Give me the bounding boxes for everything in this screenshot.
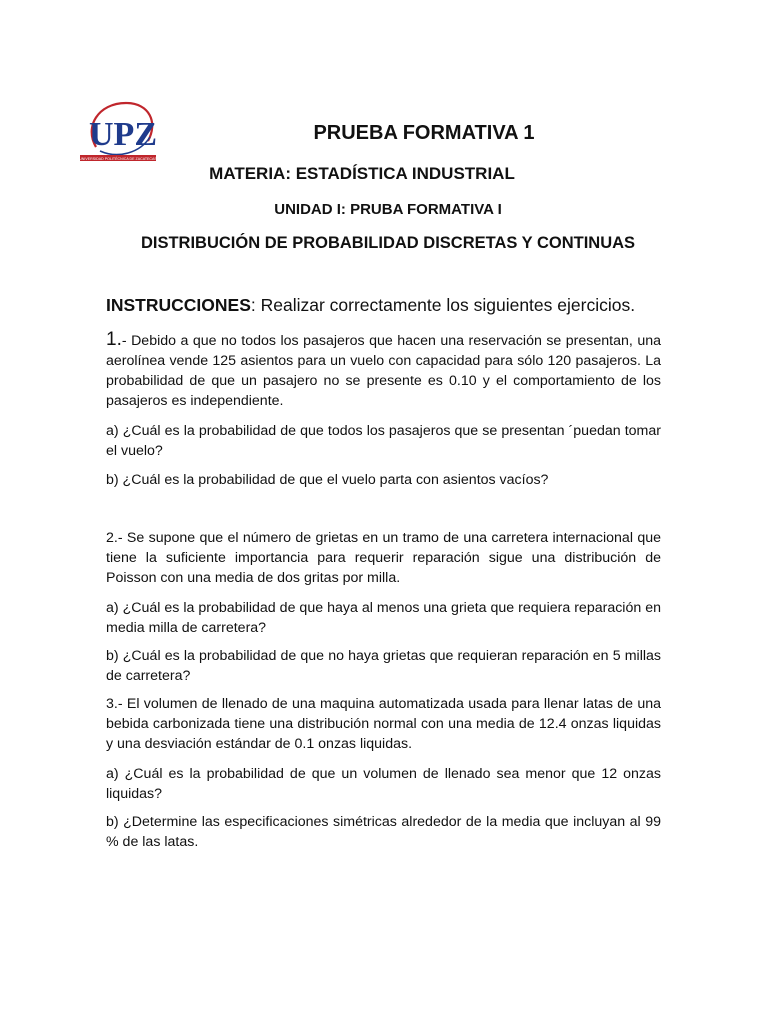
exercise-3-question-b: b) ¿Determine las especificaciones simétricas alrededor de la media que incluyan al 99 % de las latas.: [106, 814, 661, 850]
document-title: PRUEBA FORMATIVA 1: [313, 122, 535, 144]
exercise-3-statement: 3.- El volumen de llenado de una maquina automatizada usada para llenar latas de una bebida carbonizada tiene una distribución normal con una media de 12.4 onzas liquidas y una desviación estándar de 0.1 onzas liquidas.: [106, 696, 661, 752]
exercise-1-number: 1.: [106, 329, 122, 350]
instructions-label: INSTRUCCIONES: [106, 295, 251, 315]
exercise-2-question-b: b) ¿Cuál es la probabilidad de que no haya grietas que requieran reparación en 5 millas de carretera?: [106, 648, 661, 684]
exercise-1-question-b: b) ¿Cuál es la probabilidad de que el vuelo parta con asientos vacíos?: [106, 472, 549, 488]
logo-caption: UNIVERSIDAD POLITÉCNICA DE ZACATECAS: [79, 157, 157, 161]
exercise-3-question-a: a) ¿Cuál es la probabilidad de que un volumen de llenado sea menor que 12 onzas liquidas?: [106, 766, 661, 802]
exercise-1-text: - Debido a que no todos los pasajeros que hacen una reservación se presentan, una aerolínea vende 125 asientos para un vuelo con capacidad para sólo 120 pasajeros. La probabilidad de que un pasajero no se presente es 0.10 y el comportamiento de los pasajeros es independiente.: [106, 333, 661, 409]
exercise-1-question-a: a) ¿Cuál es la probabilidad de que todos los pasajeros que se presentan ´puedan tomar el vuelo?: [106, 423, 661, 459]
subject-heading: MATERIA: ESTADÍSTICA INDUSTRIAL: [209, 164, 515, 183]
exercise-2-statement: 2.- Se supone que el número de grietas en un tramo de una carretera internacional que tiene la suficiente importancia para requerir reparación sigue una distribución de Poisson con una media de dos gritas por milla.: [106, 530, 661, 586]
exercise-1-statement: [106, 330, 661, 411]
topic-heading: DISTRIBUCIÓN DE PROBABILIDAD DISCRETAS Y CONTINUAS: [140, 234, 636, 252]
unit-heading: UNIDAD I: PRUBA FORMATIVA I: [274, 201, 502, 218]
instructions-text: : Realizar correctamente los siguientes ejercicios.: [250, 295, 636, 315]
logo-letters: UPZ: [89, 116, 157, 153]
instructions: [106, 295, 666, 316]
exercise-2-question-a: a) ¿Cuál es la probabilidad de que haya al menos una grieta que requiera reparación en media milla de carretera?: [106, 600, 661, 636]
